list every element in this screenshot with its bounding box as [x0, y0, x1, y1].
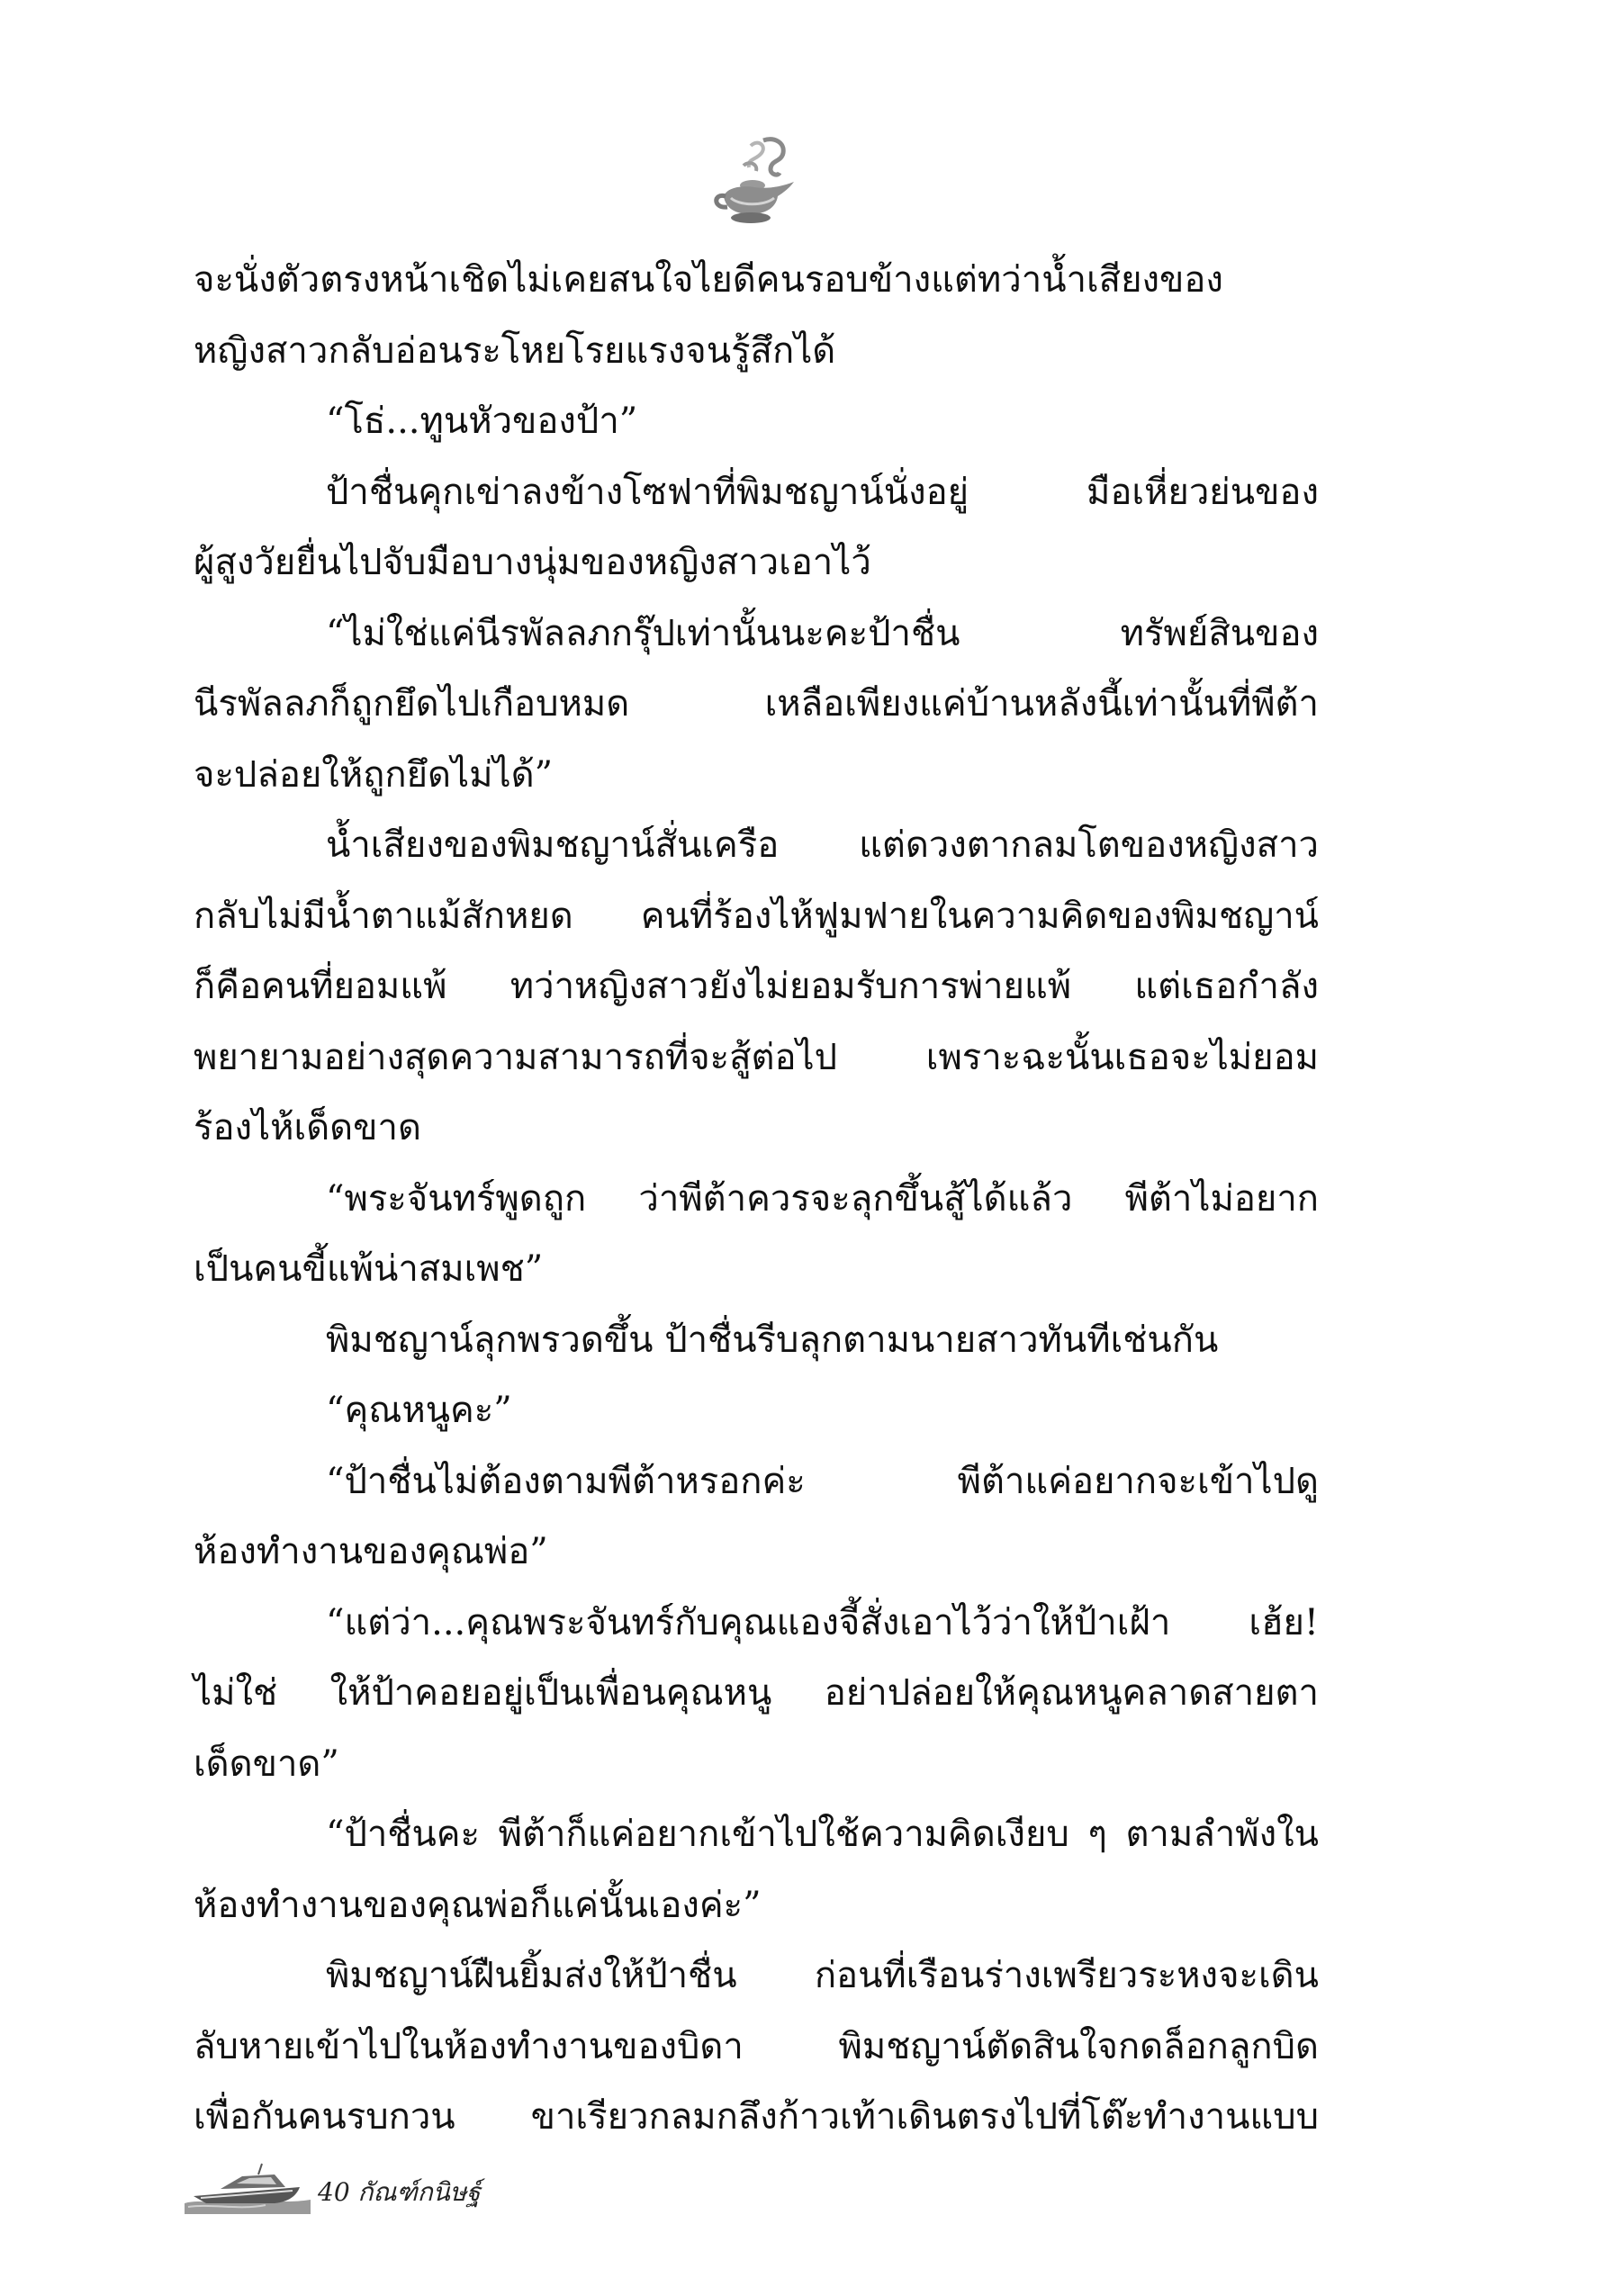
text-line: เด็ดขาด”	[194, 1742, 339, 1785]
text-line: ผู้สูงวัยยื่นไปจับมือบางนุ่มของหญิงสาวเอาไว้	[194, 542, 871, 583]
text-line: “พระจันทร์พูดถูก ว่าพีต้าควรจะลุกขึ้นสู้ได้แล้ว พีต้าไม่อยาก	[326, 1177, 1319, 1220]
text-line: ร้องไห้เด็ดขาด	[194, 1107, 421, 1148]
genie-lamp-icon	[708, 133, 807, 232]
text-line: เป็นคนขี้แพ้น่าสมเพช”	[194, 1248, 544, 1290]
footer-text	[318, 2173, 481, 2212]
text-line: “คุณหนูคะ”	[326, 1390, 512, 1431]
text-line: “โธ่...ทูนหัวของป้า”	[326, 401, 638, 442]
text-line: ก็คือคนที่ยอมแพ้ ทว่าหญิงสาวยังไม่ยอมรับการพ่ายแพ้ แต่เธอกำลัง	[194, 966, 1319, 1007]
text-line: พยายามอย่างสุดความสามารถที่จะสู้ต่อไป เพราะฉะนั้นเธอจะไม่ยอม	[194, 1036, 1319, 1078]
text-line: น้ำเสียงของพิมชญาน์สั่นเครือ แต่ดวงตากลมโตของหญิงสาว	[326, 824, 1319, 866]
text-line: หญิงสาวกลับอ่อนระโหยโรยแรงจนรู้สึกได้	[194, 329, 836, 372]
page-footer	[185, 2160, 725, 2214]
text-line: ป้าชื่นคุกเข่าลงข้างโซฟาที่พิมชญาน์นั่งอยู่ มือเหี่ยวย่นของ	[326, 471, 1319, 513]
text-line: จะนั่งตัวตรงหน้าเชิดไม่เคยสนใจไยดีคนรอบข้างแต่ทว่าน้ำเสียงของ	[194, 259, 1223, 301]
text-line: พิมชญาน์ลุกพรวดขึ้น ป้าชื่นรีบลุกตามนายสาวทันทีเช่นกัน	[326, 1319, 1219, 1361]
page-number: 40	[318, 2177, 350, 2207]
text-line: ห้องทำงานของคุณพ่อ”	[194, 1531, 548, 1572]
text-line: “ป้าชื่นไม่ต้องตามพีต้าหรอกค่ะ พีต้าแค่อยากจะเข้าไปดู	[326, 1460, 1319, 1502]
text-line: กลับไม่มีน้ำตาแม้สักหยด คนที่ร้องไห้ฟูมฟายในความคิดของพิมชญาน์	[194, 895, 1319, 937]
text-line: ลับหายเข้าไปในห้องทำงานของบิดา พิมชญาน์ตัดสินใจกดล็อกลูกบิด	[194, 2025, 1319, 2067]
text-line: “ไม่ใช่แค่นีรพัลลภกรุ๊ปเท่านั้นนะคะป้าชื่น ทรัพย์สินของ	[326, 612, 1319, 654]
text-line: จะปล่อยให้ถูกยึดไม่ได้”	[194, 753, 554, 796]
text-line: เพื่อกันคนรบกวน ขาเรียวกลมกลึงก้าวเท้าเดินตรงไปที่โต๊ะทำงานแบบ	[194, 2096, 1319, 2138]
text-line: ไม่ใช่ ให้ป้าคอยอยู่เป็นเพื่อนคุณหนู อย่าปล่อยให้คุณหนูคลาดสายตา	[194, 1672, 1319, 1714]
text-line: ห้องทำงานของคุณพ่อก็แค่นั้นเองค่ะ”	[194, 1884, 762, 1926]
text-line: “ป้าชื่นคะ พีต้าก็แค่อยากเข้าไปใช้ความคิดเงียบ ๆ ตามลำพังใน	[326, 1814, 1319, 1855]
text-line: พิมชญาน์ฝืนยิ้มส่งให้ป้าชื่น ก่อนที่เรือนร่างเพรียวระหงจะเดิน	[326, 1955, 1319, 1996]
book-title: กัณฑ์กนิษฐ์	[357, 2177, 481, 2207]
text-line: “แต่ว่า...คุณพระจันทร์กับคุณแองจี้สั่งเอาไว้ว่าให้ป้าเฝ้า เฮ้ย!	[326, 1601, 1319, 1643]
text-line: นีรพัลลภก็ถูกยึดไปเกือบหมด เหลือเพียงแค่บ้านหลังนี้เท่านั้นที่พีต้า	[194, 683, 1319, 725]
yacht-icon	[185, 2160, 311, 2214]
body-text	[194, 245, 1319, 2153]
